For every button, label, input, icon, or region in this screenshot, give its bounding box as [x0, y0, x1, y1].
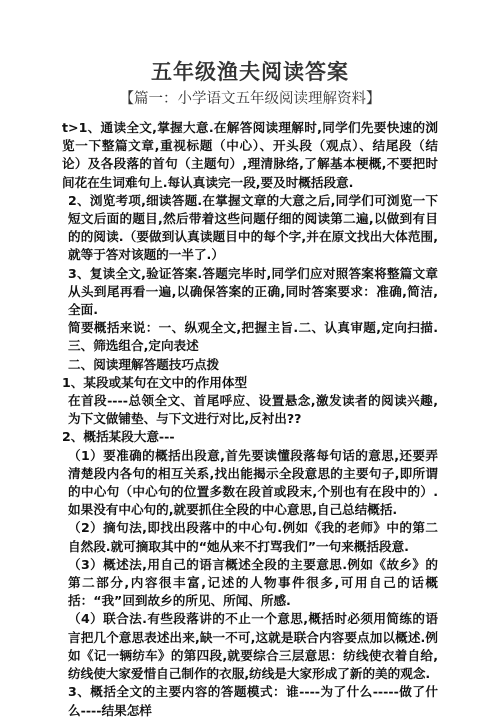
paragraph: （4）联合法.有些段落讲的不止一个意思,概括时必须用简练的语言把几个意思表述出来,缺一不可,这就是联合内容要点加以概述.例如《记一辆纺车》的第四段,就要综合三层意思：纺线使衣着自给,纺线使大家爱惜自己制作的衣服,纺线是大家形成了新的美的观念. [68, 611, 438, 682]
paragraph: （1）要准确的概括出段意,首先要读懂段落每句话的意思,还要弄清楚段内各句的相互关系,找出能揭示全段意思的主要句子,即所谓的中心句（中心句的位置多数在段首或段末,个别也有在段中的）.如果没有中心句的,就要抓住全段的中心意思,自己总结概括. [68, 447, 438, 518]
section-heading: 二、阅读理解答题技巧点拨 [68, 356, 220, 372]
paragraph: （2）摘句法,即找出段落中的中心句.例如《我的老师》中的第二自然段.就可摘取其中的“她从来不打骂我们”一句来概括段意. [68, 520, 438, 554]
paragraph: t>1、通读全文,掌握大意.在解答阅读理解时,同学们先要快速的浏览一下整篇文章,重视标题（中心）、开头段（观点）、结尾段（结论）及各段落的首句（主题句）,理清脉络,了解基本梗概,不要把时间花在生词难句上.每认真读完一段,要及时概括段意. [62, 120, 438, 190]
paragraph: 3、复读全文,验证答案.答题完毕时,同学们应对照答案将整篇文章从头到尾再看一遍,以确保答案的正确,同时答案要求：准确,简洁,全面. [68, 265, 438, 318]
paragraph: 在首段----总领全文、首尾呼应、设置悬念,激发读者的阅读兴趣,为下文做铺垫、与下文进行对比,反衬出?? [68, 393, 438, 427]
paragraph: 2、概括某段大意--- [62, 429, 175, 445]
paragraph: 3、概括全文的主要内容的答题模式：谁----为了什么-----做了什么----结果怎样 [68, 684, 438, 718]
paragraph: 简要概括来说：一、纵观全文,把握主旨.二、认真审题,定向扫描.三、筛选组合,定向表述 [68, 320, 438, 354]
document-body [62, 119, 438, 720]
document-title: 五年级渔夫阅读答案 [151, 59, 349, 84]
paragraph: 1、某段或某句在文中的作用体型 [62, 374, 248, 390]
document-subtitle: 【篇一：小学语文五年级阅读理解资料】 [119, 91, 381, 107]
paragraph: （3）概述法,用自己的语言概述全段的主要意思.例如《故乡》的第二部分,内容很丰富,记述的人物事件很多,可用自己的话概括：“我”回到故乡的所见、所闻、所感. [68, 556, 438, 609]
paragraph: 2、浏览考项,细读答题.在掌握文章的大意之后,同学们可浏览一下短文后面的题目,然后带着这些问题仔细的阅读第二遍,以做到有目的的阅读.（要做到认真读题目中的每个字,并在原文找出大体范围,就等于答对该题的一半了.） [68, 192, 438, 263]
